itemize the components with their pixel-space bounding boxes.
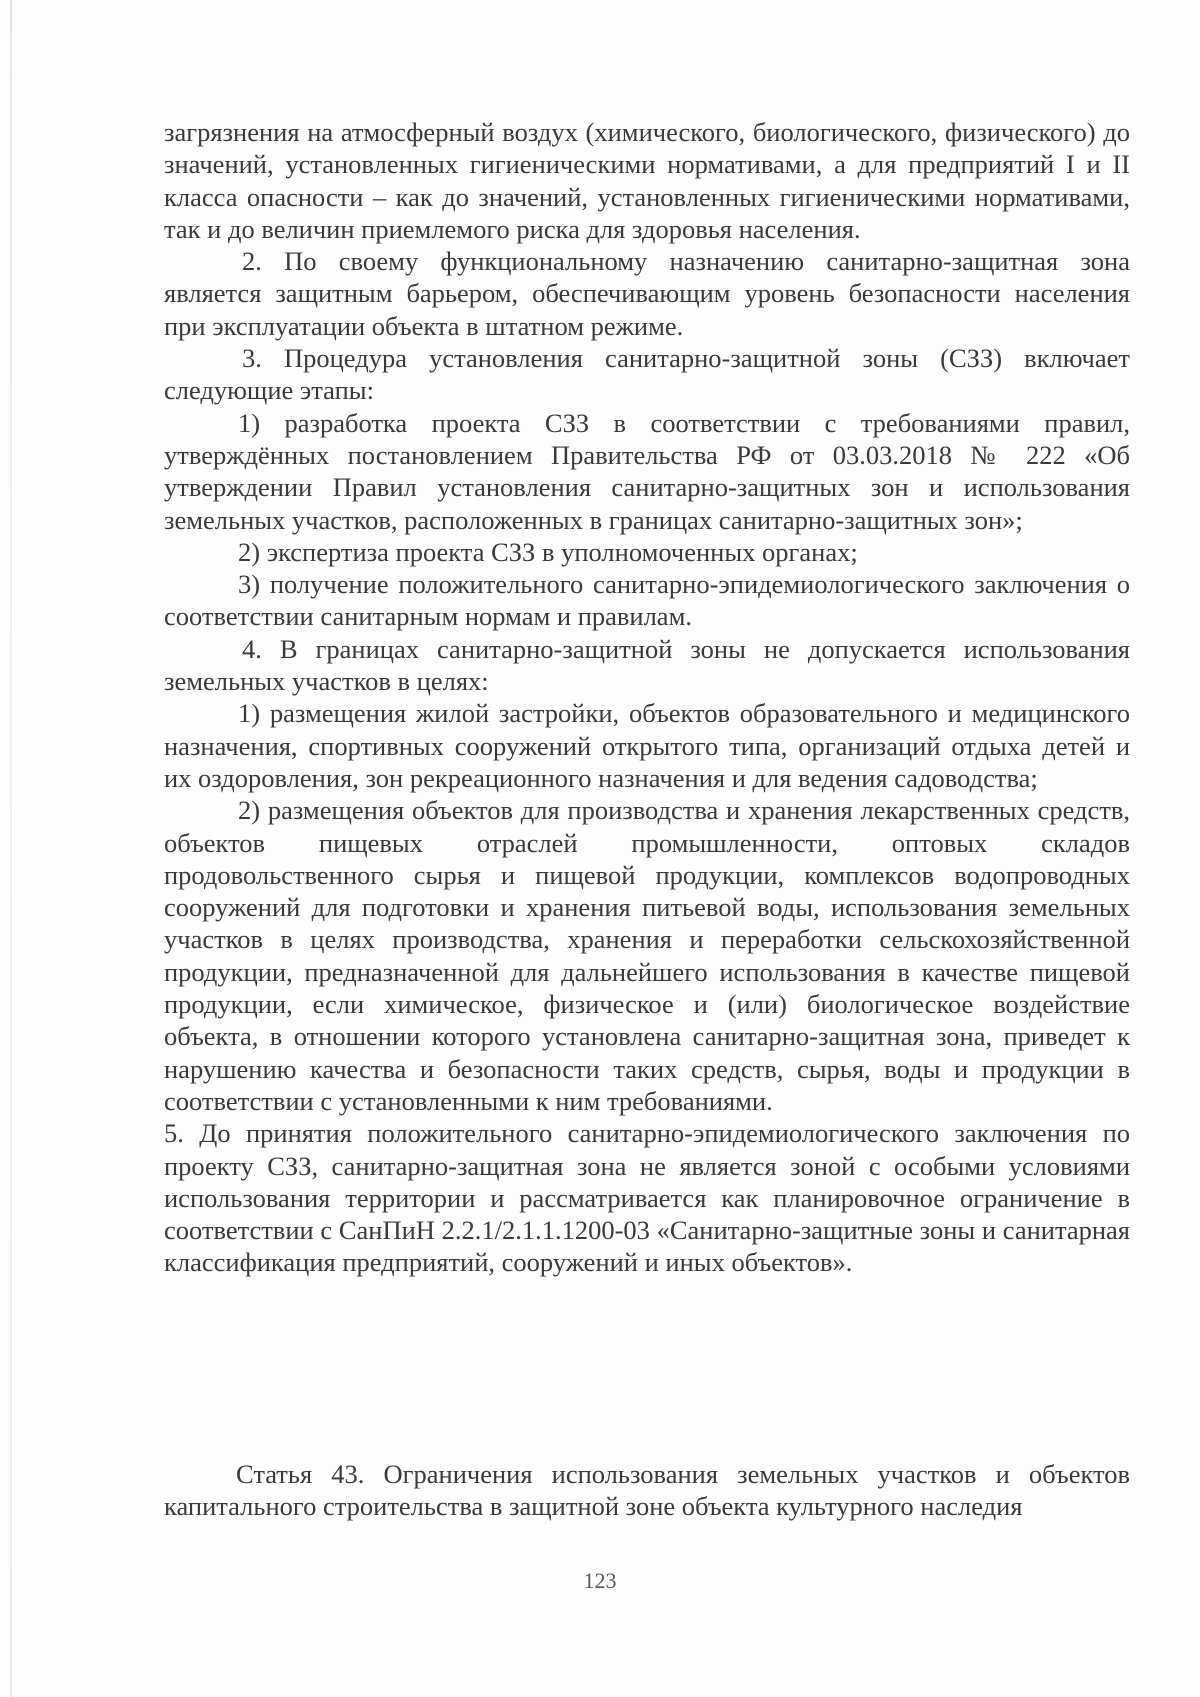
paragraph-item-2: 2. По своему функциональному назначению санитарно-защитная зона является защитным барьером, обеспечивающим уровень безопасности населения при эксплуатации объекта в штатном режиме.: [164, 246, 1130, 341]
page-number: 123: [583, 1568, 617, 1593]
paragraph-item-4: 4. В границах санитарно-защитной зоны не допускается использования земельных участков в целях:: [164, 633, 1130, 697]
paragraph-item-3: 3. Процедура установления санитарно-защитной зоны (СЗЗ) включает следующие этапы:: [164, 343, 1130, 406]
document-body: [164, 116, 1130, 1279]
paragraph-item-5: 5. До принятия положительного санитарно-эпидемиологического заключения по проекту СЗЗ, санитарно-защитная зона не является зоной с особыми условиями использования территории и рассматривается как планировочное ограничение в соответствии с СанПиН 2.2.1/2.1.1.1200-03 «Санитарно-защитные зоны и санитарная классификация предприятий, сооружений и иных объектов».: [164, 1118, 1130, 1278]
paragraph-subitem-3-2: 2) экспертиза проекта СЗЗ в уполномоченных органах;: [238, 536, 858, 567]
scan-edge: [10, 0, 12, 1697]
paragraph-pollution-continuation: загрязнения на атмосферный воздух (химического, биологического, физического) до значений, установленных гигиеническими нормативами, а для предприятий I и II класса опасности – как до значений, установленных гигиеническими нормативами, так и до величин приемлемого риска для здоровья населения.: [164, 117, 1130, 244]
paragraph-subitem-4-2: 2) размещения объектов для производства и хранения лекарственных средств, объектов пищевых отраслей промышленности, оптовых складов продовольственного сырья и пищевой продукции, комплексов водопроводных сооружений для подготовки и хранения питьевой воды, использования земельных участков в целях производства, хранения и переработки сельскохозяйственной продукции, предназначенной для дальнейшего использования в качестве пищевой продукции, если химическое, физическое и (или) биологическое воздействие объекта, в отношении которого установлена санитарно-защитная зона, приведет к нарушению качества и безопасности таких средств, сырья, воды и продукции в соответствии с установленными к ним требованиями.: [164, 795, 1130, 1116]
article-43-heading: Статья 43. Ограничения использования земельных участков и объектов капитального строительства в защитной зоне объекта культурного наследия: [164, 1459, 1130, 1522]
paragraph-subitem-4-1: 1) размещения жилой застройки, объектов образовательного и медицинского назначения, спортивных сооружений открытого типа, организаций отдыха детей и их оздоровления, зон рекреационного назначения и для ведения садоводства;: [164, 698, 1130, 793]
paragraph-subitem-3-1: 1) разработка проекта СЗЗ в соответствии с требованиями правил, утверждённых постановлением Правительства РФ от 03.03.2018 № 222 «Об утверждении Правил установления санитарно-защитных зон и использования земельных участков, расположенных в границах санитарно-защитных зон»;: [164, 407, 1130, 535]
paragraph-subitem-3-3: 3) получение положительного санитарно-эпидемиологического заключения о соответствии санитарным нормам и правилам.: [164, 569, 1130, 632]
